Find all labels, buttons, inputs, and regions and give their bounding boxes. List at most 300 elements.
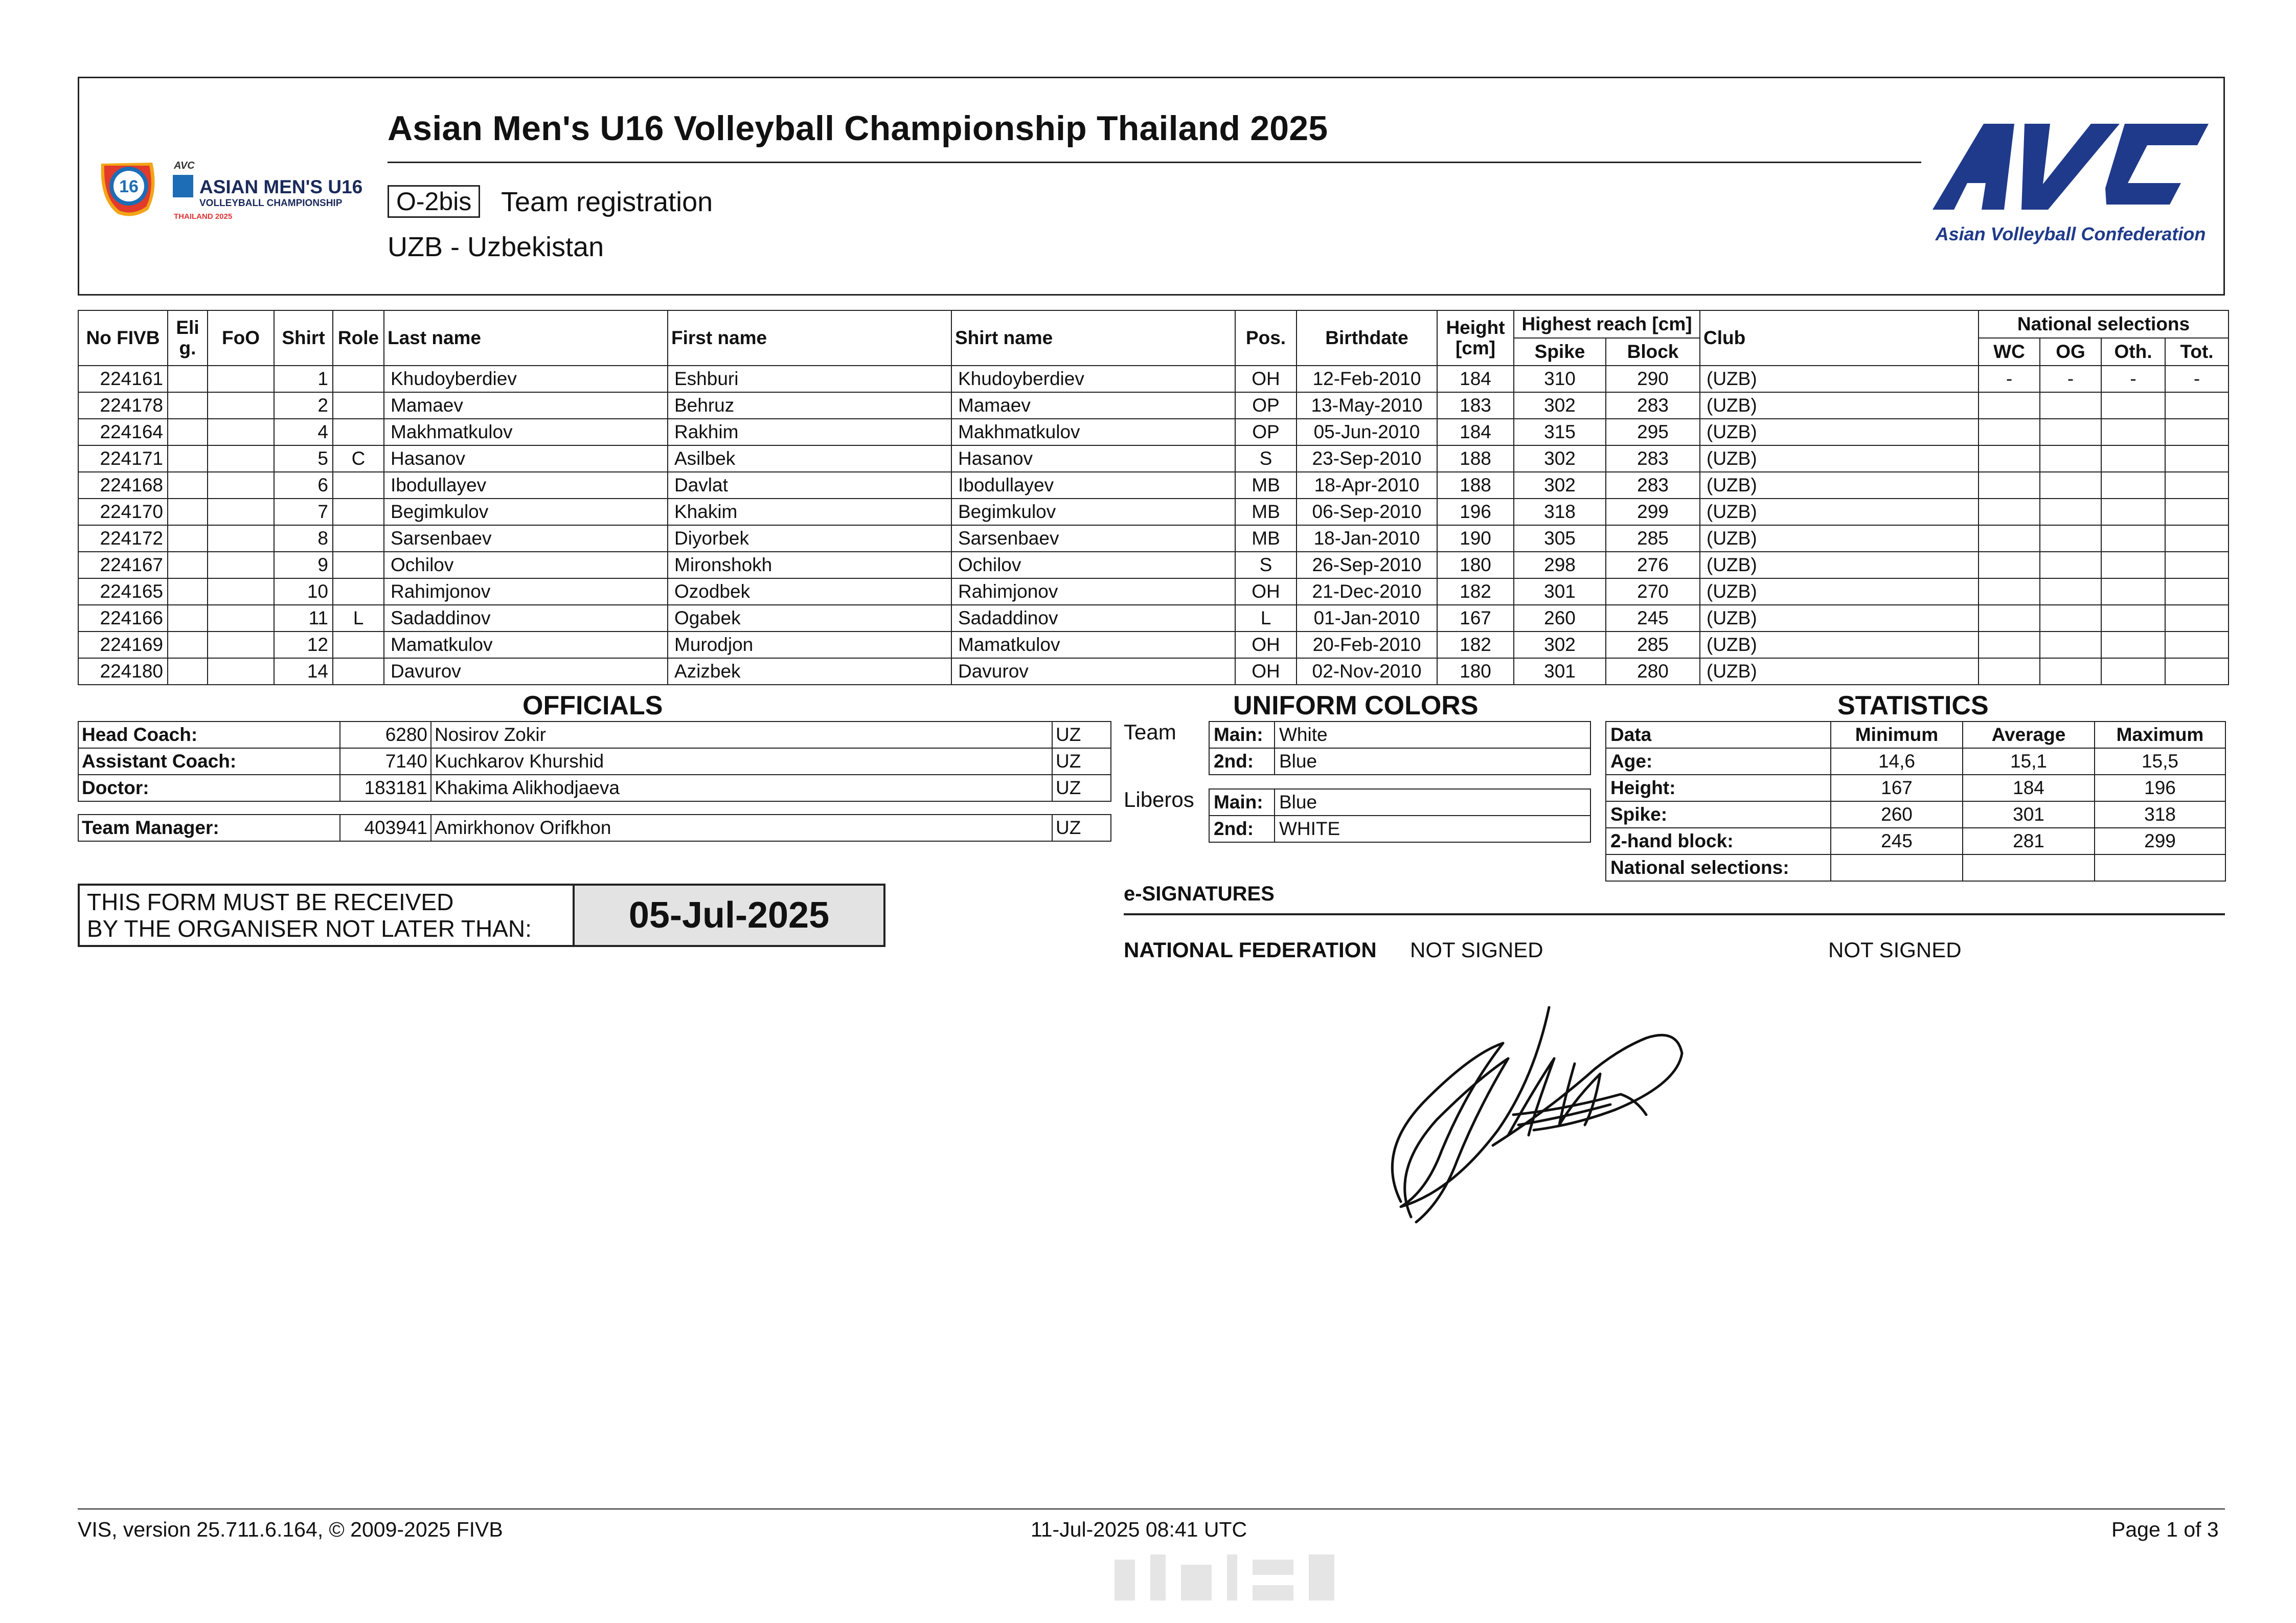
player-foo: [208, 472, 274, 499]
player-wc: [1979, 445, 2040, 472]
player-shirt-name: Rahimjonov: [951, 578, 1235, 605]
stats-maximum: 318: [2095, 801, 2225, 828]
uniform-team-main-row: [1209, 722, 1590, 748]
official-label: Team Manager:: [78, 815, 340, 841]
player-tot: [2165, 605, 2229, 632]
stats-label: Age:: [1606, 748, 1831, 775]
player-elig: [168, 552, 208, 578]
player-role: [333, 499, 384, 525]
player-block: 276: [1606, 552, 1700, 578]
player-shirt: 2: [274, 392, 333, 419]
player-og: -: [2040, 366, 2101, 392]
player-height: 190: [1437, 525, 1514, 552]
player-height: 188: [1437, 445, 1514, 472]
player-oth: [2101, 658, 2165, 685]
player-club: (UZB): [1700, 366, 1979, 392]
player-foo: [208, 632, 274, 658]
official-row-head-coach: [78, 722, 1111, 748]
official-label: Assistant Coach:: [78, 748, 340, 775]
player-club: (UZB): [1700, 499, 1979, 525]
uniform-label: Main:: [1209, 789, 1275, 816]
player-fivb-no: 224171: [78, 445, 168, 472]
uniform-team-label: Team: [1124, 720, 1176, 744]
player-club: (UZB): [1700, 552, 1979, 578]
statistics-row: [1606, 854, 2225, 881]
player-wc: [1979, 392, 2040, 419]
player-block: 290: [1606, 366, 1700, 392]
player-shirt-name: Khudoyberdiev: [951, 366, 1235, 392]
player-last-name: Makhmatkulov: [384, 419, 668, 445]
stats-maximum: 196: [2095, 775, 2225, 801]
player-club: (UZB): [1700, 632, 1979, 658]
player-height: 196: [1437, 499, 1514, 525]
player-birthdate: 13-May-2010: [1297, 392, 1437, 419]
deadline-date: 05-Jul-2025: [575, 886, 883, 945]
player-first-name: Behruz: [668, 392, 951, 419]
player-last-name: Ochilov: [384, 552, 668, 578]
player-birthdate: 21-Dec-2010: [1297, 578, 1437, 605]
player-position: MB: [1235, 472, 1297, 499]
col-national-selections: National selections: [1979, 310, 2229, 338]
official-country: UZ: [1052, 748, 1111, 775]
player-first-name: Ogabek: [668, 605, 951, 632]
player-wc: [1979, 632, 2040, 658]
national-federation-label: NATIONAL FEDERATION: [1124, 938, 1377, 962]
stats-col-maximum: Maximum: [2095, 722, 2225, 748]
player-row: [78, 578, 2229, 605]
player-first-name: Azizbek: [668, 658, 951, 685]
player-fivb-no: 224166: [78, 605, 168, 632]
player-foo: [208, 419, 274, 445]
player-role: [333, 419, 384, 445]
player-position: OH: [1235, 658, 1297, 685]
player-role: [333, 632, 384, 658]
statistics-row: [1606, 801, 2225, 828]
player-shirt-name: Mamaev: [951, 392, 1235, 419]
player-club: (UZB): [1700, 605, 1979, 632]
player-shirt-name: Sadaddinov: [951, 605, 1235, 632]
col-tot: Tot.: [2165, 338, 2229, 366]
deadline-text: [80, 886, 575, 945]
player-oth: [2101, 499, 2165, 525]
uniform-liberos-table: [1209, 788, 1591, 843]
player-block: 283: [1606, 392, 1700, 419]
player-club: (UZB): [1700, 419, 1979, 445]
stats-maximum: 299: [2095, 828, 2225, 854]
player-first-name: Murodjon: [668, 632, 951, 658]
player-height: 167: [1437, 605, 1514, 632]
player-wc: [1979, 658, 2040, 685]
player-og: [2040, 419, 2101, 445]
stats-average: 184: [1963, 775, 2095, 801]
player-fivb-no: 224164: [78, 419, 168, 445]
player-first-name: Eshburi: [668, 366, 951, 392]
player-wc: [1979, 605, 2040, 632]
player-elig: [168, 632, 208, 658]
player-shirt-name: Davurov: [951, 658, 1235, 685]
player-foo: [208, 525, 274, 552]
player-og: [2040, 552, 2101, 578]
player-shirt-name: Mamatkulov: [951, 632, 1235, 658]
player-fivb-no: 224165: [78, 578, 168, 605]
player-og: [2040, 499, 2101, 525]
player-first-name: Ozodbek: [668, 578, 951, 605]
event-logo-icon: [101, 163, 155, 216]
footer-page-number: Page 1 of 3: [2111, 1518, 2219, 1541]
statistics-row: [1606, 775, 2225, 801]
col-pos: Pos.: [1235, 310, 1297, 366]
stats-average: 301: [1963, 801, 2095, 828]
event-logo-number: 16: [119, 177, 139, 196]
statistics-title: STATISTICS: [1837, 691, 1989, 720]
player-fivb-no: 224168: [78, 472, 168, 499]
col-height: [1437, 310, 1514, 366]
player-og: [2040, 605, 2101, 632]
player-fivb-no: 224178: [78, 392, 168, 419]
player-og: [2040, 658, 2101, 685]
player-shirt: 8: [274, 525, 333, 552]
player-first-name: Davlat: [668, 472, 951, 499]
statistics-row: [1606, 748, 2225, 775]
player-foo: [208, 366, 274, 392]
uniform-label: 2nd:: [1209, 748, 1275, 775]
player-tot: [2165, 632, 2229, 658]
uniform-value: White: [1275, 722, 1590, 748]
player-shirt: 11: [274, 605, 333, 632]
player-last-name: Rahimjonov: [384, 578, 668, 605]
player-tot: [2165, 578, 2229, 605]
col-club: Club: [1700, 310, 1979, 366]
deadline-line-2: BY THE ORGANISER NOT LATER THAN:: [87, 915, 532, 942]
footer-timestamp: 11-Jul-2025 08:41 UTC: [1031, 1518, 1247, 1541]
player-og: [2040, 392, 2101, 419]
player-row: [78, 392, 2229, 419]
player-height: 180: [1437, 552, 1514, 578]
uniform-value: WHITE: [1275, 816, 1590, 842]
col-no-fivb: No FIVB: [78, 310, 168, 366]
player-role: C: [333, 445, 384, 472]
player-spike: 305: [1514, 525, 1606, 552]
player-spike: 315: [1514, 419, 1606, 445]
player-birthdate: 18-Apr-2010: [1297, 472, 1437, 499]
official-name: Khakima Alikhodjaeva: [431, 775, 1052, 801]
player-fivb-no: 224169: [78, 632, 168, 658]
official-country: UZ: [1052, 775, 1111, 801]
player-birthdate: 12-Feb-2010: [1297, 366, 1437, 392]
player-spike: 302: [1514, 392, 1606, 419]
player-row: [78, 658, 2229, 685]
player-shirt-name: Makhmatkulov: [951, 419, 1235, 445]
officials-title: OFFICIALS: [522, 691, 663, 720]
uniform-liberos-second-row: [1209, 816, 1590, 842]
player-position: S: [1235, 445, 1297, 472]
avc-logo: [1927, 118, 2214, 251]
stats-minimum: [1831, 854, 1963, 881]
signature-status-2: NOT SIGNED: [1828, 938, 1962, 962]
official-name: Nosirov Zokir: [431, 722, 1052, 748]
uniform-label: 2nd:: [1209, 816, 1275, 842]
officials-table: [78, 721, 1111, 802]
uniform-team-table: [1209, 721, 1591, 775]
player-tot: [2165, 445, 2229, 472]
event-logo: [97, 153, 373, 225]
statistics-header-row: [1606, 722, 2225, 748]
player-last-name: Hasanov: [384, 445, 668, 472]
player-og: [2040, 632, 2101, 658]
stats-maximum: 15,5: [2095, 748, 2225, 775]
uniform-value: Blue: [1275, 748, 1590, 775]
event-logo-mini: AVC: [174, 160, 195, 171]
player-elig: [168, 499, 208, 525]
official-row-team-manager: [78, 815, 1111, 841]
player-oth: [2101, 578, 2165, 605]
player-og: [2040, 525, 2101, 552]
player-club: (UZB): [1700, 525, 1979, 552]
player-oth: [2101, 552, 2165, 578]
player-role: [333, 392, 384, 419]
official-name: Kuchkarov Khurshid: [431, 748, 1052, 775]
player-spike: 302: [1514, 472, 1606, 499]
player-first-name: Mironshokh: [668, 552, 951, 578]
player-shirt: 1: [274, 366, 333, 392]
player-elig: [168, 658, 208, 685]
player-spike: 302: [1514, 632, 1606, 658]
player-wc: -: [1979, 366, 2040, 392]
player-last-name: Ibodullayev: [384, 472, 668, 499]
player-oth: [2101, 525, 2165, 552]
footer-divider: [78, 1508, 2225, 1509]
player-fivb-no: 224172: [78, 525, 168, 552]
player-last-name: Mamaev: [384, 392, 668, 419]
official-id: 183181: [340, 775, 431, 801]
official-id: 403941: [340, 815, 431, 841]
col-highest-reach: Highest reach [cm]: [1514, 310, 1700, 338]
uniform-value: Blue: [1275, 789, 1590, 816]
player-elig: [168, 392, 208, 419]
col-height-1: Height: [1446, 317, 1505, 338]
statistics-table: [1605, 721, 2226, 882]
official-country: UZ: [1052, 722, 1111, 748]
player-height: 182: [1437, 578, 1514, 605]
player-first-name: Rakhim: [668, 419, 951, 445]
player-shirt-name: Ibodullayev: [951, 472, 1235, 499]
player-wc: [1979, 499, 2040, 525]
player-block: 285: [1606, 632, 1700, 658]
player-foo: [208, 445, 274, 472]
player-fivb-no: 224167: [78, 552, 168, 578]
player-row: [78, 632, 2229, 658]
player-oth: [2101, 445, 2165, 472]
player-last-name: Begimkulov: [384, 499, 668, 525]
player-oth: [2101, 632, 2165, 658]
player-role: [333, 552, 384, 578]
player-spike: 318: [1514, 499, 1606, 525]
player-club: (UZB): [1700, 578, 1979, 605]
player-shirt-name: Ochilov: [951, 552, 1235, 578]
form-code: O-2bis: [388, 185, 480, 218]
player-elig: [168, 472, 208, 499]
player-position: OP: [1235, 392, 1297, 419]
player-elig: [168, 578, 208, 605]
player-birthdate: 18-Jan-2010: [1297, 525, 1437, 552]
player-block: 295: [1606, 419, 1700, 445]
player-last-name: Davurov: [384, 658, 668, 685]
player-shirt: 12: [274, 632, 333, 658]
player-wc: [1979, 578, 2040, 605]
player-block: 285: [1606, 525, 1700, 552]
player-position: S: [1235, 552, 1297, 578]
player-shirt: 9: [274, 552, 333, 578]
stats-average: 15,1: [1963, 748, 2095, 775]
player-shirt: 7: [274, 499, 333, 525]
watermark-icon: [1104, 1549, 1350, 1606]
col-elig-2: g.: [179, 337, 196, 358]
player-role: [333, 472, 384, 499]
player-fivb-no: 224161: [78, 366, 168, 392]
player-birthdate: 05-Jun-2010: [1297, 419, 1437, 445]
player-elig: [168, 366, 208, 392]
player-foo: [208, 552, 274, 578]
player-birthdate: 01-Jan-2010: [1297, 605, 1437, 632]
player-foo: [208, 658, 274, 685]
player-oth: [2101, 472, 2165, 499]
player-first-name: Diyorbek: [668, 525, 951, 552]
signature-status-1: NOT SIGNED: [1410, 938, 1543, 962]
player-role: [333, 366, 384, 392]
player-tot: [2165, 472, 2229, 499]
statistics-body: [1606, 748, 2225, 881]
player-block: 280: [1606, 658, 1700, 685]
stats-label: 2-hand block:: [1606, 828, 1831, 854]
player-elig: [168, 605, 208, 632]
signature-image: [1380, 997, 1708, 1237]
avc-mark-icon: [1933, 124, 2209, 210]
players-table: [78, 310, 2229, 685]
col-og: OG: [2040, 338, 2101, 366]
player-position: MB: [1235, 499, 1297, 525]
uniform-liberos-main-row: [1209, 789, 1590, 816]
player-shirt: 4: [274, 419, 333, 445]
player-elig: [168, 525, 208, 552]
official-label: Doctor:: [78, 775, 340, 801]
player-wc: [1979, 419, 2040, 445]
player-spike: 302: [1514, 445, 1606, 472]
players-header-row: [78, 310, 2229, 338]
player-height: 184: [1437, 366, 1514, 392]
player-block: 270: [1606, 578, 1700, 605]
player-block: 299: [1606, 499, 1700, 525]
stats-average: 281: [1963, 828, 2095, 854]
player-row: [78, 445, 2229, 472]
stats-minimum: 245: [1831, 828, 1963, 854]
player-oth: [2101, 419, 2165, 445]
player-shirt-name: Hasanov: [951, 445, 1235, 472]
player-og: [2040, 578, 2101, 605]
player-last-name: Mamatkulov: [384, 632, 668, 658]
player-tot: [2165, 552, 2229, 578]
player-elig: [168, 445, 208, 472]
player-row: [78, 605, 2229, 632]
stats-col-data: Data: [1606, 722, 1831, 748]
uniform-liberos-label: Liberos: [1124, 787, 1194, 812]
official-label: Head Coach:: [78, 722, 340, 748]
player-row: [78, 366, 2229, 392]
player-club: (UZB): [1700, 445, 1979, 472]
player-club: (UZB): [1700, 472, 1979, 499]
player-spike: 298: [1514, 552, 1606, 578]
player-first-name: Khakim: [668, 499, 951, 525]
official-row-doctor: [78, 775, 1111, 801]
player-height: 182: [1437, 632, 1514, 658]
player-spike: 310: [1514, 366, 1606, 392]
col-foo: FoO: [208, 310, 274, 366]
player-foo: [208, 578, 274, 605]
col-elig-1: Eli: [176, 317, 199, 338]
col-role: Role: [333, 310, 384, 366]
event-logo-line1: ASIAN MEN'S U16: [199, 176, 363, 197]
player-shirt: 5: [274, 445, 333, 472]
player-birthdate: 23-Sep-2010: [1297, 445, 1437, 472]
player-foo: [208, 392, 274, 419]
player-wc: [1979, 552, 2040, 578]
player-oth: [2101, 605, 2165, 632]
player-position: OP: [1235, 419, 1297, 445]
col-elig: [168, 310, 208, 366]
stats-minimum: 167: [1831, 775, 1963, 801]
col-block: Block: [1606, 338, 1700, 366]
player-wc: [1979, 472, 2040, 499]
player-block: 283: [1606, 472, 1700, 499]
player-club: (UZB): [1700, 392, 1979, 419]
player-spike: 260: [1514, 605, 1606, 632]
player-og: [2040, 445, 2101, 472]
avc-subtitle: Asian Volleyball Confederation: [1935, 223, 2206, 244]
uniform-title: UNIFORM COLORS: [1233, 691, 1479, 720]
col-wc: WC: [1979, 338, 2040, 366]
title-divider: [388, 162, 1921, 163]
player-club: (UZB): [1700, 658, 1979, 685]
esignatures-divider: [1124, 913, 2225, 915]
col-last-name: Last name: [384, 310, 668, 366]
stats-col-minimum: Minimum: [1831, 722, 1963, 748]
player-row: [78, 499, 2229, 525]
player-fivb-no: 224170: [78, 499, 168, 525]
player-birthdate: 06-Sep-2010: [1297, 499, 1437, 525]
player-block: 245: [1606, 605, 1700, 632]
player-spike: 301: [1514, 578, 1606, 605]
player-position: MB: [1235, 525, 1297, 552]
official-name: Amirkhonov Orifkhon: [431, 815, 1052, 841]
player-oth: -: [2101, 366, 2165, 392]
player-tot: [2165, 419, 2229, 445]
player-og: [2040, 472, 2101, 499]
stats-average: [1963, 854, 2095, 881]
col-birthdate: Birthdate: [1297, 310, 1437, 366]
team-manager-table: [78, 814, 1111, 842]
player-tot: [2165, 525, 2229, 552]
official-row-assistant-coach: [78, 748, 1111, 775]
col-first-name: First name: [668, 310, 951, 366]
players-body: [78, 366, 2229, 685]
event-logo-line2: VOLLEYBALL CHAMPIONSHIP: [199, 198, 343, 209]
player-tot: [2165, 658, 2229, 685]
player-height: 183: [1437, 392, 1514, 419]
player-tot: [2165, 499, 2229, 525]
col-oth: Oth.: [2101, 338, 2165, 366]
player-row: [78, 525, 2229, 552]
player-last-name: Sarsenbaev: [384, 525, 668, 552]
player-shirt: 14: [274, 658, 333, 685]
